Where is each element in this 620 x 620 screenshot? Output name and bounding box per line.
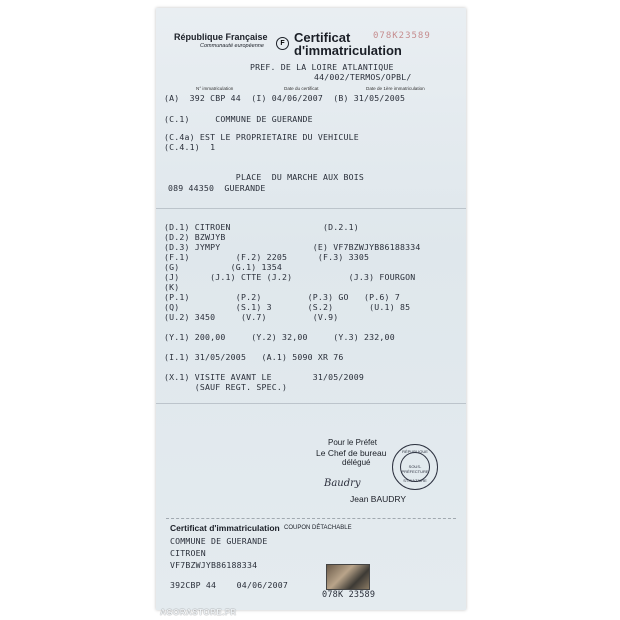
label-date-first-registration: Date de 1ère immatriculation [366,86,425,91]
line-c4a-owner: (C.4a) EST LE PROPRIETAIRE DU VEHICULE [164,132,359,142]
handwritten-signature: Baudry [324,478,361,489]
line-x1-inspection: (X.1) VISITE AVANT LE 31/05/2009 [164,372,365,382]
coupon-vin: VF7BZWJYB86188334 [170,560,258,570]
signatory-name: Jean BAUDRY [350,494,407,504]
stamp-mid-text: SOUS-PRÉFECTURE [401,464,429,474]
coupon-make: CITROEN [170,548,206,558]
coupon-registration-date: 392CBP 44 04/06/2007 [170,580,288,590]
prefecture-line: PREF. DE LA LOIRE ATLANTIQUE [250,62,394,72]
line-d3-model-vin: (D.3) JYMPY (E) VF7BZWJYB86188334 [164,242,421,252]
line-x1-note: (SAUF REGT. SPEC.) [164,382,288,392]
official-stamp-icon [392,444,438,490]
communaute-europeenne: Communauté européenne [200,43,264,49]
line-k: (K) [164,282,180,292]
fold-line [156,208,466,209]
label-num-immat: N° immatriculation [196,86,234,91]
hologram-seal-icon [326,564,370,590]
line-c41: (C.4.1) 1 [164,142,216,152]
line-d1-make: (D.1) CITROEN (D.2.1) [164,222,359,232]
coupon-tear-line [166,518,456,519]
stamp-top-text: RÉPUBLIQUE [402,449,428,454]
line-q-seats: (Q) (S.1) 3 (S.2) (U.1) 85 [164,302,411,312]
line-a-registration: (A) 392 CBP 44 (I) 04/06/2007 (B) 31/05/2005 [164,93,406,103]
watermark-text: AGORASTORE.FR [160,608,237,617]
line-p-engine: (P.1) (P.2) (P.3) GO (P.6) 7 [164,292,400,302]
coupon-serial: 078K 23589 [322,590,376,600]
coupon-title: Certificat d'immatriculation [170,523,280,533]
line-u2-v: (U.2) 3450 (V.7) (V.9) [164,312,339,322]
label-date-certificat: Date du certificat [284,86,319,91]
prefecture-code: 44/002/TERMOS/OPBL/ [314,72,412,82]
line-y-taxes: (Y.1) 200,00 (Y.2) 32,00 (Y.3) 232,00 [164,332,395,342]
line-i1-date: (I.1) 31/05/2005 (A.1) 5090 XR 76 [164,352,344,362]
republique-francaise: République Française [174,32,268,42]
fold-line [156,403,466,404]
signature-pour-prefet: Pour le Préfet [328,438,377,447]
address-line-1: PLACE DU MARCHE AUX BOIS [164,172,365,182]
certificate-title-line2: d'immatriculation [294,43,402,58]
line-c1-holder: (C.1) COMMUNE DE GUERANDE [164,114,313,124]
serial-number-top: 078K23589 [373,31,431,41]
stamp-bottom-text: ST-NAZAIRE [403,478,427,483]
line-d2-type: (D.2) BZWJYB [164,232,226,242]
coupon-holder: COMMUNE DE GUERANDE [170,536,268,546]
france-badge-icon: F [276,37,289,50]
line-f-weights: (F.1) (F.2) 2205 (F.3) 3305 [164,252,370,262]
address-line-2: 089 44350 GUERANDE [168,183,266,193]
certificate-title: Certificat [294,30,351,45]
line-j-category: (J) (J.1) CTTE (J.2) (J.3) FOURGON [164,272,416,282]
coupon-subtitle: COUPON DÉTACHABLE [284,525,352,531]
signature-delegue: délégué [342,458,371,467]
line-g: (G) (G.1) 1354 [164,262,282,272]
registration-certificate [156,8,466,610]
signature-chef-bureau: Le Chef de bureau [316,448,387,458]
